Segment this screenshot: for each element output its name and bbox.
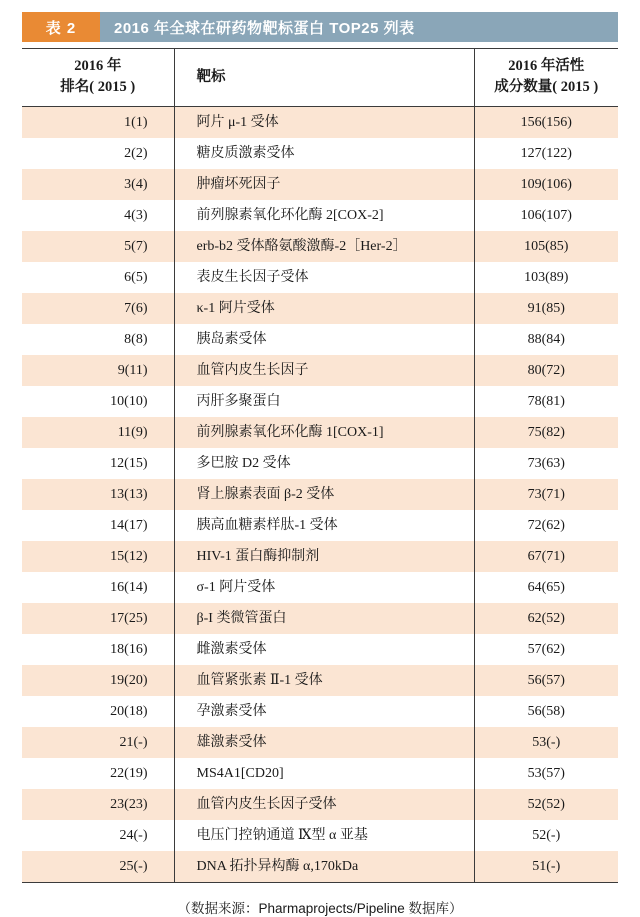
- cell-count: 57(62): [527, 641, 565, 657]
- cell-count: 52(-): [532, 827, 561, 843]
- cell-target: HIV-1 蛋白酶抑制剂: [174, 541, 474, 572]
- cell-count: 73(71): [474, 479, 618, 510]
- cell-count: 67(71): [474, 541, 618, 572]
- column-header-rank: [22, 49, 174, 107]
- cell-count: 73(63): [527, 455, 565, 471]
- column-header-count-line1: 2016 年活性: [508, 58, 585, 74]
- column-header-count: [474, 49, 618, 107]
- cell-target: 胰岛素受体: [174, 324, 474, 355]
- cell-target: DNA 拓扑异构酶 α,170kDa: [174, 851, 474, 883]
- cell-count: 105(85): [474, 231, 618, 262]
- table-row: [22, 262, 618, 293]
- cell-target: 孕激素受体: [174, 696, 474, 727]
- cell-target: σ-1 阿片受体: [174, 572, 474, 603]
- cell-rank: 24(-): [119, 827, 148, 843]
- cell-count: 75(82): [474, 417, 618, 448]
- cell-rank: 7(6): [22, 293, 174, 324]
- cell-rank: 5(7): [22, 231, 174, 262]
- column-header-rank-line2: 排名( 2015 ): [60, 79, 136, 96]
- cell-rank: 3(4): [22, 169, 174, 200]
- cell-rank: 17(25): [22, 603, 174, 634]
- cell-count: 80(72): [474, 355, 618, 386]
- table-row: [22, 231, 618, 262]
- cell-target: 前列腺素氧化环化酶 2[COX-2]: [174, 200, 474, 231]
- cell-rank: 13(13): [22, 479, 174, 510]
- cell-count: 109(106): [474, 169, 618, 200]
- table-row: [22, 510, 618, 541]
- table-row: [22, 324, 618, 355]
- table-row: [22, 789, 618, 820]
- cell-target: 前列腺素氧化环化酶 1[COX-1]: [174, 417, 474, 448]
- cell-count: 53(57): [527, 765, 565, 781]
- cell-rank: 11(9): [22, 417, 174, 448]
- cell-rank: 14(17): [110, 517, 148, 533]
- table-row: [22, 355, 618, 386]
- cell-count: 51(-): [474, 851, 618, 883]
- table-body: [22, 107, 618, 883]
- cell-rank: 12(15): [110, 455, 148, 471]
- cell-count: 106(107): [520, 207, 572, 223]
- table-row: [22, 479, 618, 510]
- table-row: [22, 169, 618, 200]
- cell-target: 雌激素受体: [174, 634, 474, 665]
- cell-target: 胰高血糖素样肽-1 受体: [174, 510, 474, 541]
- table-row: [22, 758, 618, 789]
- cell-target: 雄激素受体: [174, 727, 474, 758]
- cell-target: 电压门控钠通道 Ⅸ型 α 亚基: [174, 820, 474, 851]
- table-row: [22, 634, 618, 665]
- table-row: [22, 603, 618, 634]
- cell-rank: 20(18): [110, 703, 148, 719]
- table-row: [22, 293, 618, 324]
- cell-count: 56(57): [474, 665, 618, 696]
- cell-rank: 22(19): [110, 765, 148, 781]
- cell-target: MS4A1[CD20]: [174, 758, 474, 789]
- cell-rank: 10(10): [110, 393, 148, 409]
- cell-rank: 4(3): [124, 207, 148, 223]
- cell-rank: 6(5): [124, 269, 148, 285]
- cell-count: 91(85): [474, 293, 618, 324]
- cell-count: 64(65): [527, 579, 565, 595]
- table-row: [22, 820, 618, 851]
- cell-rank: 19(20): [22, 665, 174, 696]
- top25-target-table: [22, 48, 618, 883]
- table-row: [22, 417, 618, 448]
- cell-count: 127(122): [520, 145, 572, 161]
- cell-target: 血管内皮生长因子: [174, 355, 474, 386]
- table-number-tag: 表 2: [22, 12, 100, 42]
- cell-target: β-I 类微管蛋白: [174, 603, 474, 634]
- cell-count: 56(58): [527, 703, 565, 719]
- cell-rank: 15(12): [22, 541, 174, 572]
- table-row: [22, 386, 618, 417]
- cell-count: 62(52): [474, 603, 618, 634]
- cell-rank: 8(8): [124, 331, 148, 347]
- table-row: [22, 107, 618, 139]
- cell-count: 88(84): [527, 331, 565, 347]
- data-source-note: （数据来源：Pharmaprojects/Pipeline 数据库）: [177, 901, 463, 917]
- cell-target: 阿片 μ-1 受体: [174, 107, 474, 139]
- table-row: [22, 448, 618, 479]
- cell-rank: 18(16): [110, 641, 148, 657]
- column-header-rank-line1: 2016 年: [74, 58, 122, 74]
- cell-target: erb-b2 受体酪氨酸激酶-2［Her-2］: [174, 231, 474, 262]
- cell-target: 糖皮质激素受体: [174, 138, 474, 169]
- column-header-target: 靶标: [174, 49, 474, 107]
- cell-target: 丙肝多聚蛋白: [174, 386, 474, 417]
- cell-target: κ-1 阿片受体: [174, 293, 474, 324]
- cell-target: 表皮生长因子受体: [174, 262, 474, 293]
- table-header-row: [22, 49, 618, 107]
- cell-count: 72(62): [527, 517, 565, 533]
- table-row: [22, 727, 618, 758]
- cell-count: 52(52): [474, 789, 618, 820]
- column-header-count-line2: 成分数量( 2015 ): [494, 79, 599, 96]
- cell-rank: 16(14): [110, 579, 148, 595]
- cell-rank: 23(23): [22, 789, 174, 820]
- cell-count: 78(81): [527, 393, 565, 409]
- cell-target: 肿瘤坏死因子: [174, 169, 474, 200]
- table-row: [22, 200, 618, 231]
- cell-rank: 21(-): [22, 727, 174, 758]
- page-title: 2016 年全球在研药物靶标蛋白 TOP25 列表: [100, 12, 618, 42]
- table-title-bar: [22, 12, 618, 42]
- cell-count: 53(-): [474, 727, 618, 758]
- table-row: [22, 665, 618, 696]
- table-row: [22, 138, 618, 169]
- cell-rank: 1(1): [22, 107, 174, 139]
- cell-target: 肾上腺素表面 β-2 受体: [174, 479, 474, 510]
- cell-count: 103(89): [524, 269, 569, 285]
- cell-target: 血管紧张素 Ⅱ-1 受体: [174, 665, 474, 696]
- table-row: [22, 541, 618, 572]
- table-row: [22, 696, 618, 727]
- table-row: [22, 572, 618, 603]
- cell-rank: 9(11): [22, 355, 174, 386]
- cell-count: 156(156): [474, 107, 618, 139]
- cell-target: 血管内皮生长因子受体: [174, 789, 474, 820]
- table-row: [22, 851, 618, 883]
- cell-target: 多巴胺 D2 受体: [174, 448, 474, 479]
- cell-rank: 25(-): [22, 851, 174, 883]
- table-header: [22, 49, 618, 107]
- cell-rank: 2(2): [124, 145, 148, 161]
